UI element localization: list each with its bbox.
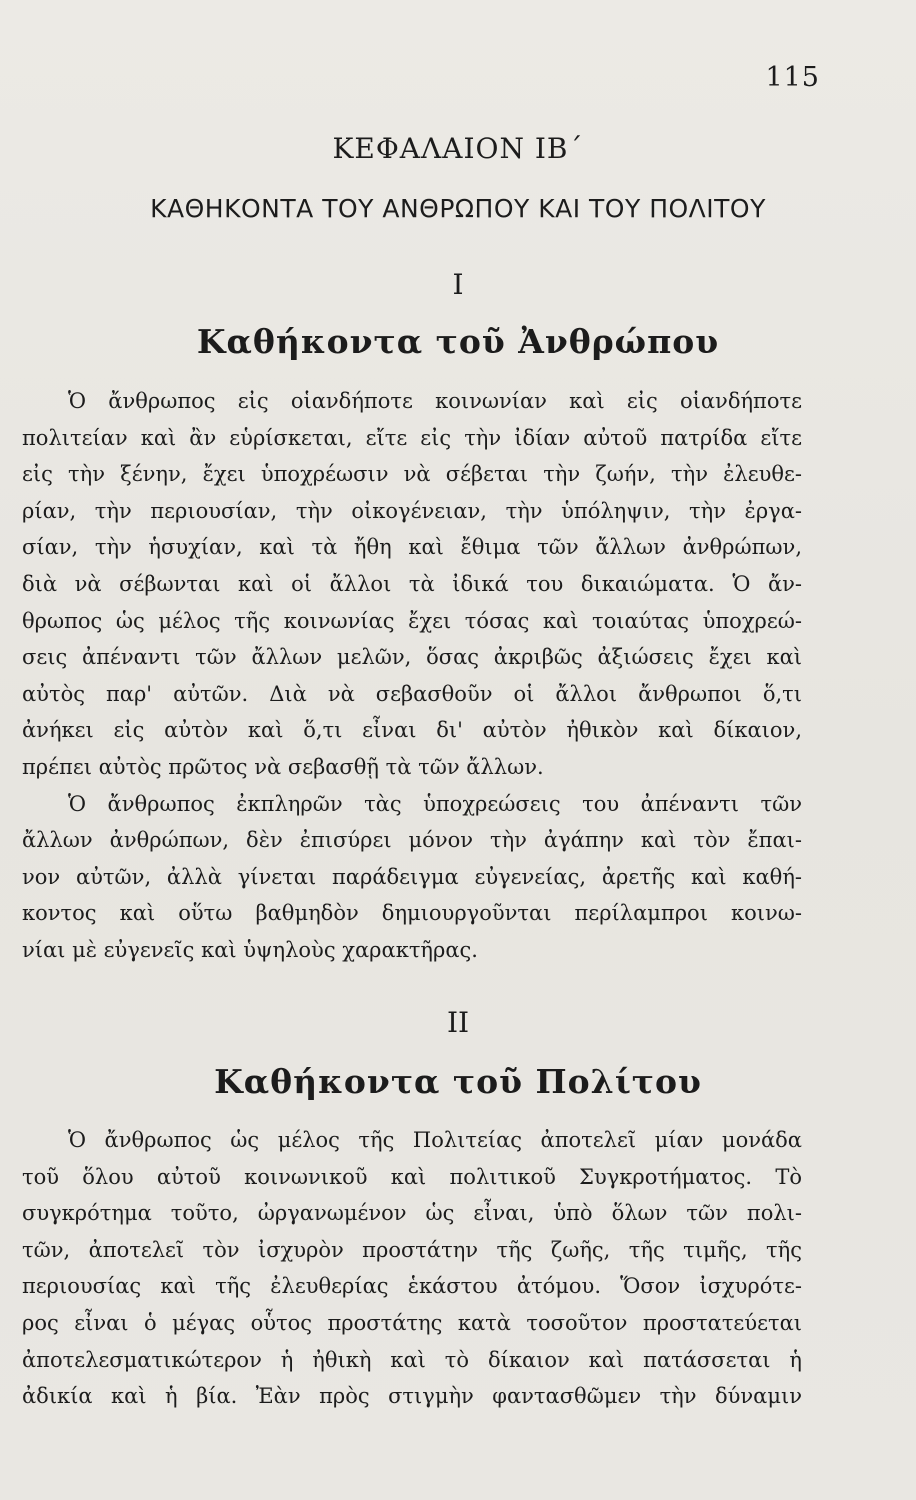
text-line: σίαν, τὴν ἡσυχίαν, καὶ τὰ ἤθη καὶ ἔθιμα τῶν ἄλλων ἀνθρώπων, <box>22 535 802 560</box>
text-line: τοῦ ὅλου αὐτοῦ κοινωνικοῦ καὶ πολιτικοῦ Συγκροτήματος. Τὸ <box>22 1164 802 1189</box>
text-line: πολιτείαν καὶ ἂν εὑρίσκεται, εἴτε εἰς τὴν ἰδίαν αὐτοῦ πατρίδα εἴτε <box>22 425 802 450</box>
text-line: περιουσίας καὶ τῆς ἐλευθερίας ἑκάστου ἀτόμου. Ὅσον ἰσχυρότε- <box>22 1274 802 1299</box>
text-line: νίαι μὲ εὐγενεῖς καὶ ὑψηλοὺς χαρακτῆρας. <box>22 937 478 962</box>
text-line: εἰς τὴν ξένην, ἔχει ὑποχρέωσιν νὰ σέβεται τὴν ζωήν, τὴν ἐλευθε- <box>22 462 802 487</box>
text-line: ἀνήκει εἰς αὐτὸν καὶ ὅ,τι εἶναι δι' αὐτὸν ἠθικὸν καὶ δίκαιον, <box>22 718 802 743</box>
section-2-body <box>22 1122 802 1415</box>
text-line: ἀποτελεσματικώτερον ἡ ἠθικὴ καὶ τὸ δίκαιον καὶ πατάσσεται ἡ <box>22 1347 802 1372</box>
text-line: νον αὐτῶν, ἀλλὰ γίνεται παράδειγμα εὐγενείας, ἀρετῆς καὶ καθή- <box>22 864 802 889</box>
text-line: Ὁ ἄνθρωπος ἐκπληρῶν τὰς ὑποχρεώσεις του ἀπέναντι τῶν <box>68 791 802 816</box>
section-1-body <box>22 383 802 969</box>
section-1-number: I <box>452 268 464 301</box>
section-2-heading: Καθήκοντα τοῦ Πολίτου <box>214 1062 702 1101</box>
chapter-number: ΚΕΦΑΛΑΙΟΝ ΙΒ΄ <box>332 132 584 165</box>
section-1-heading: Καθήκοντα τοῦ Ἀνθρώπου <box>196 322 720 361</box>
text-line: ρος εἶναι ὁ μέγας οὗτος προστάτης κατὰ τοσοῦτον προστατεύεται <box>22 1310 802 1335</box>
text-line: κοντος καὶ οὕτω βαθμηδὸν δημιουργοῦνται περίλαμπροι κοινω- <box>22 901 802 926</box>
text-line: πρέπει αὐτὸς πρῶτος νὰ σεβασθῇ τὰ τῶν ἄλλων. <box>22 754 544 779</box>
text-line: ἄλλων ἀνθρώπων, δὲν ἐπισύρει μόνον τὴν ἀγάπην καὶ τὸν ἔπαι- <box>22 828 802 853</box>
text-line: Ὁ ἄνθρωπος εἰς οἱανδήποτε κοινωνίαν καὶ εἰς οἱανδήποτε <box>68 389 802 413</box>
section-2-number: II <box>446 1006 470 1039</box>
text-line: διὰ νὰ σέβωνται καὶ οἱ ἄλλοι τὰ ἰδικά του δικαιώματα. Ὁ ἄν- <box>22 571 802 596</box>
page-number: 115 <box>765 62 820 93</box>
text-line: ἀδικία καὶ ἡ βία. Ἐὰν πρὸς στιγμὴν φαντασθῶμεν τὴν δύναμιν <box>22 1384 802 1409</box>
text-line: αὐτὸς παρ' αὐτῶν. Διὰ νὰ σεβασθοῦν οἱ ἄλλοι ἄνθρωποι ὅ,τι <box>22 681 802 706</box>
text-line: συγκρότημα τοῦτο, ὠργανωμένον ὡς εἶναι, ὑπὸ ὅλων τῶν πολι- <box>22 1201 802 1226</box>
text-line: σεις ἀπέναντι τῶν ἄλλων μελῶν, ὅσας ἀκριβῶς ἀξιώσεις ἔχει καὶ <box>22 645 802 670</box>
text-line: ρίαν, τὴν περιουσίαν, τὴν οἰκογένειαν, τὴν ὑπόληψιν, τὴν ἐργα- <box>22 498 802 523</box>
text-line: τῶν, ἀποτελεῖ τὸν ἰσχυρὸν προστάτην τῆς ζωῆς, τῆς τιμῆς, τῆς <box>22 1237 802 1262</box>
text-line: Ὁ ἄνθρωπος ὡς μέλος τῆς Πολιτείας ἀποτελεῖ μίαν μονάδα <box>68 1128 802 1152</box>
text-line: θρωπος ὡς μέλος τῆς κοινωνίας ἔχει τόσας καὶ τοιαύτας ὑποχρεώ- <box>22 608 802 633</box>
chapter-title: ΚΑΘΗΚΟΝΤΑ ΤΟΥ ΑΝΘΡΩΠΟΥ ΚΑΙ ΤΟΥ ΠΟΛΙΤΟΥ <box>150 194 766 223</box>
